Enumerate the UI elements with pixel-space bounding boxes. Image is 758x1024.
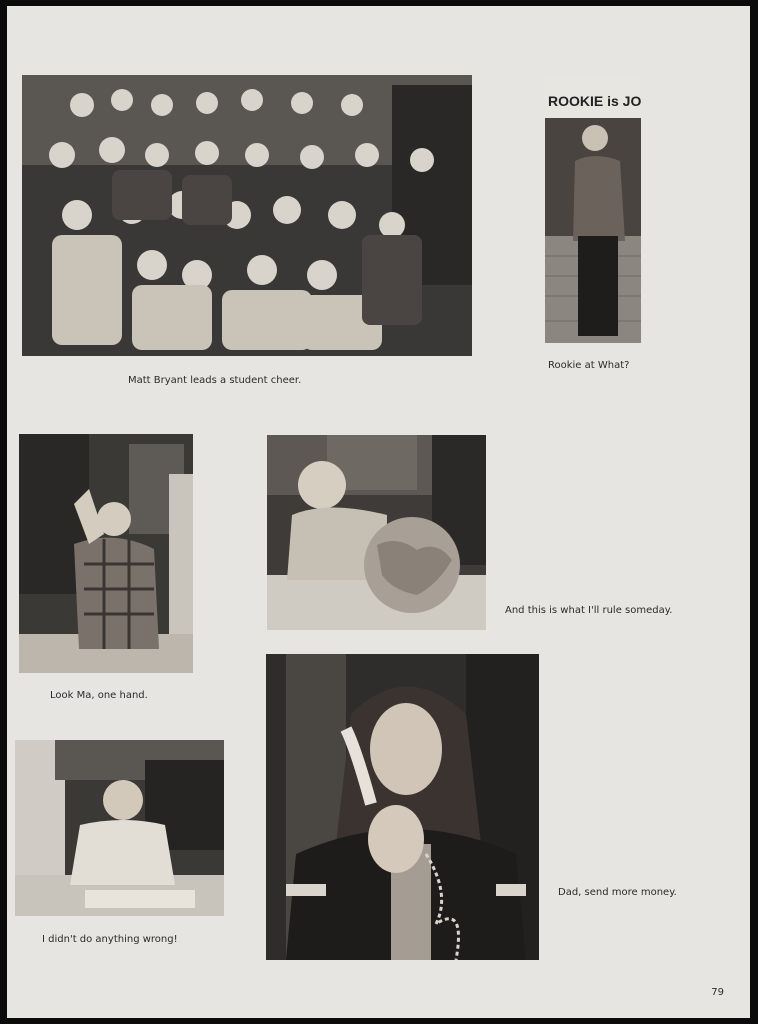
caption-desk: I didn't do anything wrong! (42, 934, 178, 945)
photo-phone (266, 654, 539, 960)
page-number: 79 (711, 987, 724, 998)
photo-globe (267, 435, 486, 630)
caption-student-cheer: Matt Bryant leads a student cheer. (128, 375, 302, 386)
yearbook-page (7, 6, 750, 1018)
photo-desk (15, 740, 224, 916)
caption-rookie: Rookie at What? (548, 360, 630, 371)
caption-wave: Look Ma, one hand. (50, 690, 148, 701)
caption-phone: Dad, send more money. (558, 887, 677, 898)
rookie-sign-text: ROOKIE is JO (548, 93, 641, 109)
photo-rookie (545, 76, 641, 343)
photo-student-cheer (22, 75, 472, 356)
caption-globe: And this is what I'll rule someday. (505, 605, 673, 616)
photo-wave (19, 434, 193, 673)
